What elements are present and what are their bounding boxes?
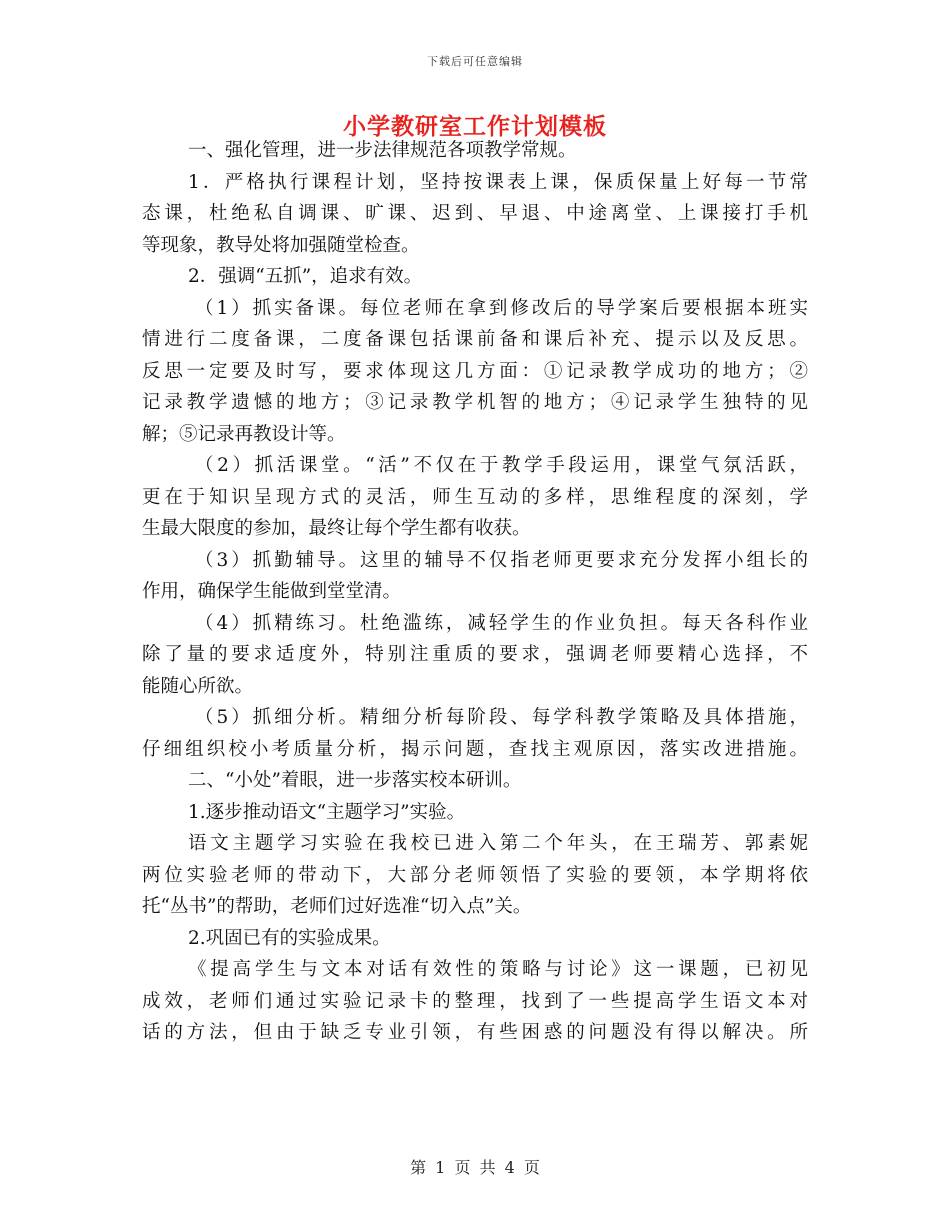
text-line: （4）抓精练习。杜绝滥练，减轻学生的作业负担。每天各科作业 [195,612,808,634]
text-line: （2）抓活课堂。“活”不仅在于教学手段运用，课堂气氛活跃， [195,455,808,476]
text-line: 2．强调“五抓”，追求有效。 [188,266,423,287]
text-line: 语文主题学习实验在我校已进入第二个年头，在王瑞芳、郭素妮 [188,833,808,854]
text-line: （1）抓实备课。每位老师在拿到修改后的导学案后要根据本班实 [195,297,808,319]
text-line: 话的方法，但由于缺乏专业引领，有些困惑的问题没有得以解决。所 [142,1022,808,1043]
text-line: 情进行二度备课，二度备课包括课前备和课后补充、提示以及反思。 [142,329,808,350]
text-line: 1．严格执行课程计划，坚持按课表上课，保质保量上好每一节常 [188,171,808,193]
text-line: 等现象，教导处将加强随堂检查。 [142,234,420,256]
text-line: 态课，杜绝私自调课、旷课、迟到、早退、中途离堂、上课接打手机 [142,203,808,224]
text-line: 生最大限度的参加，最终让每个学生都有收获。 [142,518,531,539]
text-line: 除了量的要求适度外，特别注重质的要求，强调老师要精心选择，不 [142,644,808,665]
text-line: 1.逐步推动语文“主题学习”实验。 [188,801,466,823]
header-note: 下载后可任意编辑 [427,55,523,68]
text-line: 二、“小处”着眼，进一步落实校本研训。 [188,770,522,791]
text-line: 《提高学生与文本对话有效性的策略与讨论》这一课题，已初见 [188,959,808,980]
document-body [142,135,808,1049]
text-line: 反思一定要及时写，要求体现这几方面：①记录教学成功的地方；② [142,360,808,382]
text-line: 更在于知识呈现方式的灵活，师生互动的多样，思维程度的深刻，学 [142,486,808,508]
text-line: 能随心所欲。 [142,675,254,697]
text-line: 两位实验老师的带动下，大部分老师领悟了实验的要领，本学期将依 [142,864,808,886]
text-line: 2.巩固已有的实验成果。 [188,927,391,949]
document-title: 小学教研室工作计划模板 [343,113,607,140]
text-line: 记录教学遗憾的地方；③记录教学机智的地方；④记录学生独特的见 [142,392,808,413]
text-line: 作用，确保学生能做到堂堂清。 [142,581,402,602]
text-line: 托“丛书”的帮助，老师们过好选准“切入点”关。 [142,896,532,917]
text-line: （5）抓细分析。精细分析每阶段、每学科教学策略及具体措施， [195,707,808,728]
text-line: 仔细组织校小考质量分析，揭示问题，查找主观原因，落实改进措施。 [142,738,808,760]
text-line: （3）抓勤辅导。这里的辅导不仅指老师更要求充分发挥小组长的 [195,549,808,571]
text-line: 成效，老师们通过实验记录卡的整理，找到了一些提高学生语文本对 [142,990,808,1012]
page-footer: 第 1 页 共 4 页 [410,1158,540,1177]
text-line: 解；⑤记录再教设计等。 [142,423,346,445]
text-line: 一、强化管理，进一步法律规范各项教学常规。 [188,140,577,161]
